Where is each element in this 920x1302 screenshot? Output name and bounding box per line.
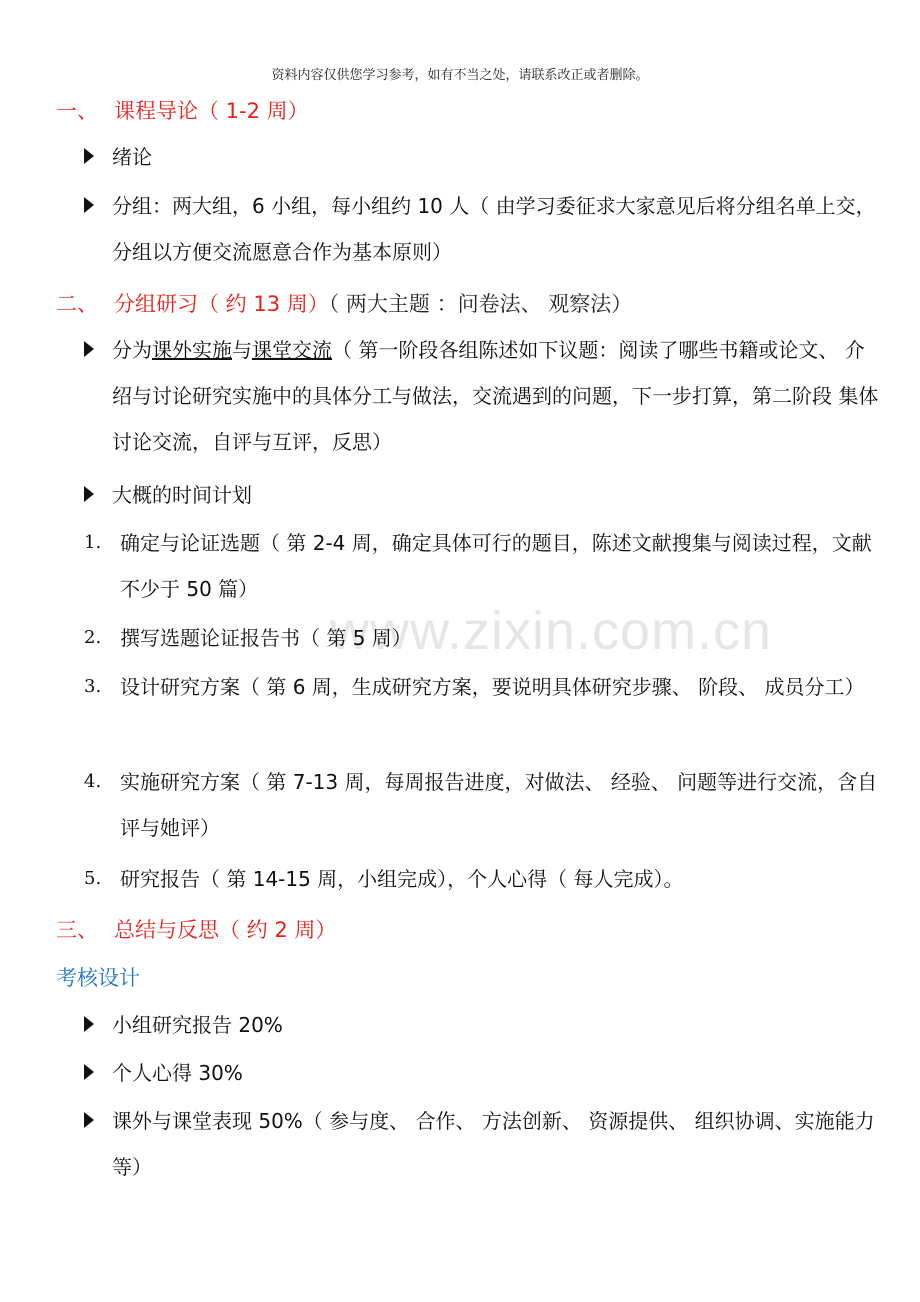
- bullet-icon: [84, 1112, 94, 1128]
- list-item: 课外与课堂表现 50%（ 参与度、 合作、 方法创新、 资源提供、 组织协调、实施能力等）: [84, 1098, 884, 1190]
- bullet-icon: [84, 197, 94, 213]
- plan-item: 1. 确定与论证选题（ 第 2-4 周，确定具体可行的题目，陈述文献搜集与阅读过程，文献不少于 50 篇）: [84, 531, 872, 601]
- bullet-icon: [84, 341, 94, 357]
- list-item: 分为课外实施与课堂交流（ 第一阶段各组陈述如下议题：阅读了哪些书籍或论文、 介绍与讨论研究实施中的具体分工与做法，交流遇到的问题，下一步打算，第二阶段 集体讨论交流，自评与互评，反思）: [84, 327, 884, 465]
- bullet-icon: [84, 1016, 94, 1032]
- section-title: 总结与反思（ 约 2 周）: [114, 918, 337, 942]
- assessment-heading: 考核设计: [56, 966, 140, 990]
- section-number: 一、: [56, 99, 98, 123]
- bullet-icon: [84, 486, 94, 502]
- section-heading-1: [56, 95, 309, 125]
- list-item: 绪论: [84, 134, 884, 180]
- section-number: 三、: [56, 918, 98, 942]
- section-title: 分组研习（ 约 13 周）: [114, 292, 329, 316]
- section-heading-2: [56, 288, 632, 318]
- list-item: 大概的时间计划: [84, 472, 884, 518]
- section-number: 二、: [56, 292, 98, 316]
- page-header: 资料内容仅供您学习参考，如有不当之处，请联系改正或者删除。: [271, 68, 649, 83]
- list-item: 个人心得 30%: [84, 1050, 884, 1096]
- plan-item: 4. 实施研究方案（ 第 7-13 周，每周报告进度，对做法、 经验、 问题等进行交流，含自评与她评）: [84, 770, 878, 840]
- underlined-term: 课外实施: [152, 338, 232, 362]
- plan-item: 3. 设计研究方案（ 第 6 周，生成研究方案，要说明具体研究步骤、 阶段、 成员分工）: [84, 675, 865, 699]
- section-heading-3: [56, 914, 336, 944]
- plan-item: 2. 撰写选题论证报告书（ 第 5 周）: [84, 626, 412, 650]
- underlined-term: 课堂交流: [252, 338, 332, 362]
- list-item: 分组：两大组，6 小组，每小组约 10 人（ 由学习委征求大家意见后将分组名单上交，分组以方便交流愿意合作为基本原则）: [84, 183, 884, 275]
- section-title: 课程导论（ 1-2 周）: [114, 99, 309, 123]
- bullet-icon: [84, 148, 94, 164]
- bullet-icon: [84, 1064, 94, 1080]
- list-item: 小组研究报告 20%: [84, 1002, 884, 1048]
- watermark: www.zixin.com.cn: [330, 601, 773, 661]
- section-note: （ 两大主题 ：问卷法、 观察法）: [328, 292, 633, 316]
- plan-item: 5. 研究报告（ 第 14-15 周，小组完成），个人心得（ 每人完成）。: [84, 867, 684, 891]
